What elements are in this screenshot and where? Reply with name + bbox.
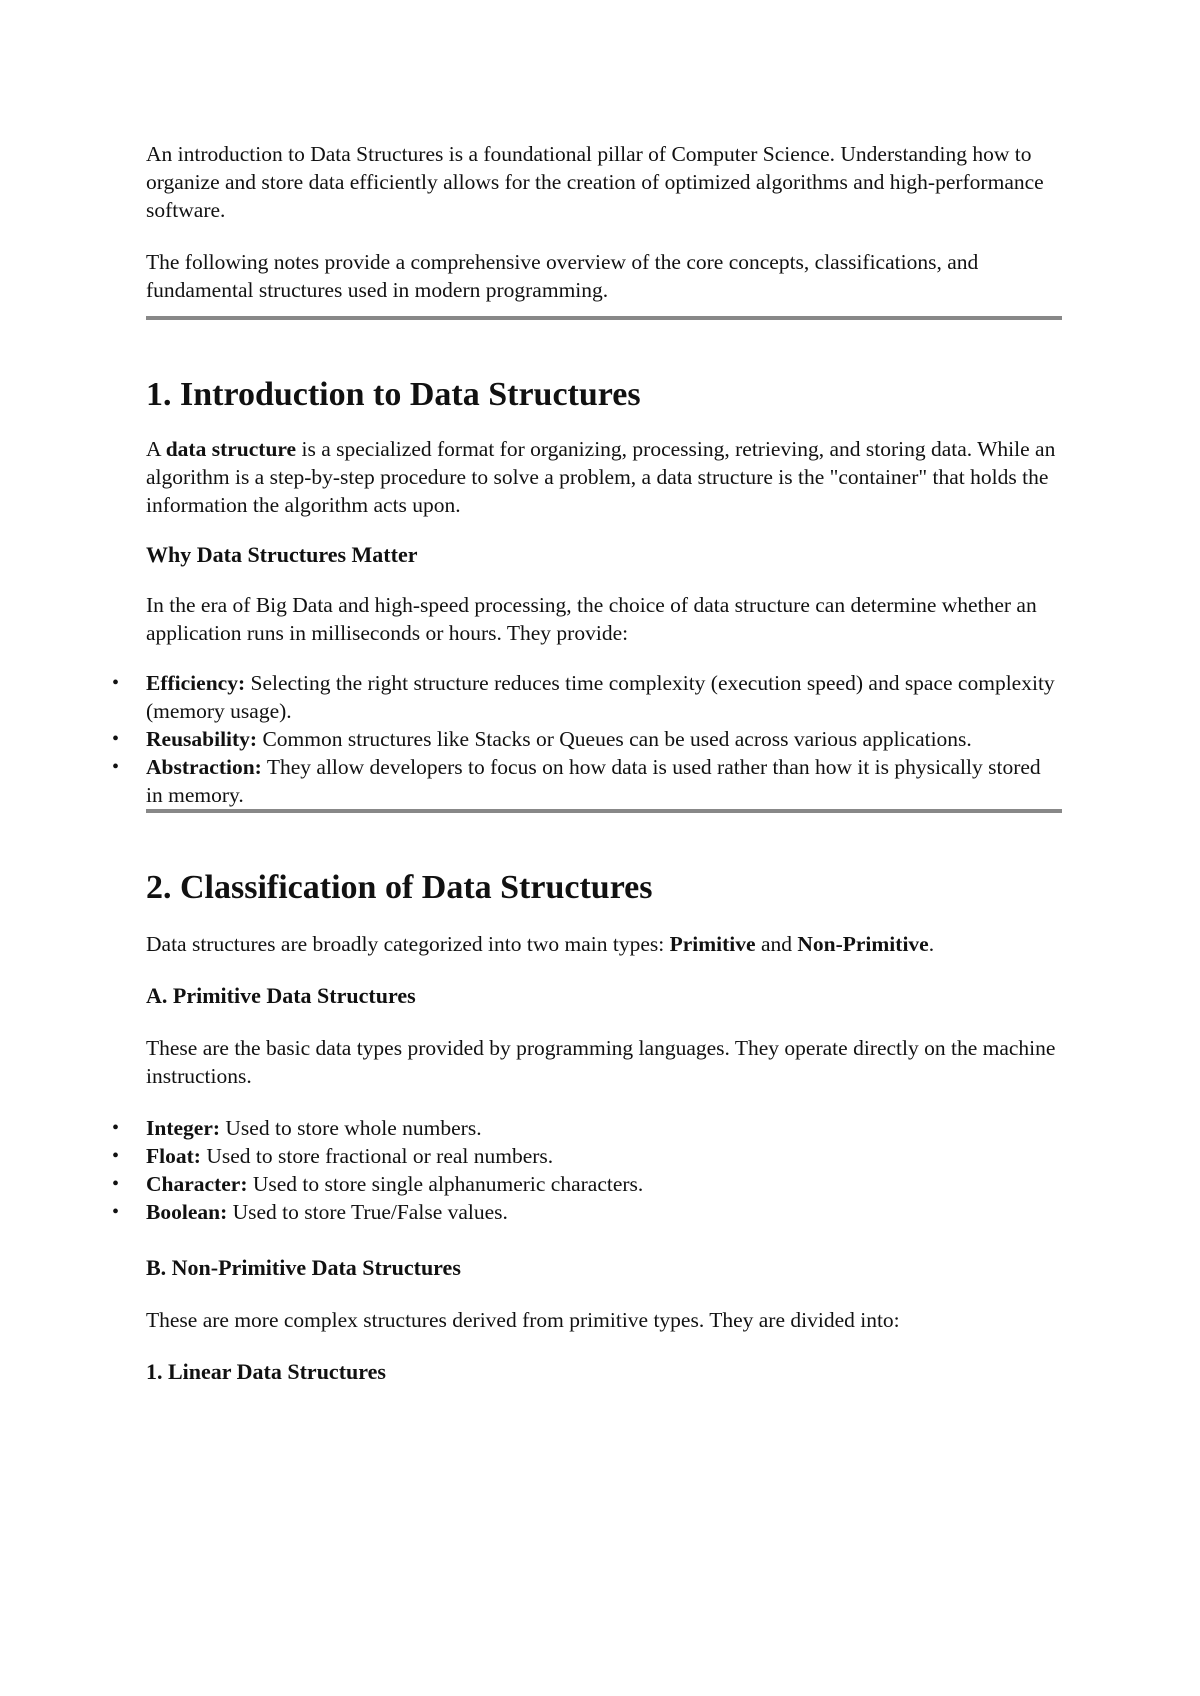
list-item: • Float: Used to store fractional or real numbers. xyxy=(112,1144,554,1168)
classification-intro: Data structures are broadly categorized into two main types: Primitive and Non-Primitive. xyxy=(146,932,935,956)
non-primitive-paragraph: These are more complex structures derived from primitive types. They are divided into: xyxy=(146,1308,900,1332)
subheading-linear: 1. Linear Data Structures xyxy=(146,1359,386,1384)
list-item: • Integer: Used to store whole numbers. xyxy=(112,1116,482,1140)
primitive-types-list xyxy=(112,1114,1062,1226)
section-heading-classification: 2. Classification of Data Structures xyxy=(146,869,653,906)
bullet-icon: • xyxy=(112,1145,120,1167)
section-divider xyxy=(146,316,1062,320)
list-item: • Efficiency: Selecting the right structure reduces time complexity (execution speed) and space complexity (memory usage). xyxy=(112,671,1055,723)
bullet-icon: • xyxy=(112,728,120,750)
subheading-primitive: A. Primitive Data Structures xyxy=(146,983,416,1008)
section-divider xyxy=(146,809,1062,813)
bullet-icon: • xyxy=(112,1201,120,1223)
list-item: • Reusability: Common structures like Stacks or Queues can be used across various applications. xyxy=(112,727,972,751)
definition-paragraph: A data structure is a specialized format for organizing, processing, retrieving, and storing data. While an algorithm is a step-by-step procedure to solve a problem, a data structure is the "container" that holds the information the algorithm acts upon. xyxy=(146,437,1056,517)
subheading-non-primitive: B. Non-Primitive Data Structures xyxy=(146,1255,461,1280)
primitive-paragraph: These are the basic data types provided by programming languages. They operate directly on the machine instructions. xyxy=(146,1036,1056,1088)
list-item: • Boolean: Used to store True/False values. xyxy=(112,1200,508,1224)
bullet-icon: • xyxy=(112,672,120,694)
benefits-list xyxy=(112,669,1062,809)
list-item: • Character: Used to store single alphanumeric characters. xyxy=(112,1172,644,1196)
bullet-icon: • xyxy=(112,756,120,778)
bullet-icon: • xyxy=(112,1173,120,1195)
list-item: • Abstraction: They allow developers to focus on how data is used rather than how it is physically stored in memory. xyxy=(112,755,1041,807)
document-page xyxy=(112,140,1062,1386)
intro-overview-paragraph: The following notes provide a comprehensive overview of the core concepts, classifications, and fundamental structures used in modern programming. xyxy=(146,250,979,302)
section-heading-introduction: 1. Introduction to Data Structures xyxy=(146,376,641,413)
definition-term: data structure xyxy=(165,437,297,461)
bullet-icon: • xyxy=(112,1117,120,1139)
subheading-why-matter: Why Data Structures Matter xyxy=(146,542,418,567)
intro-paragraph: An introduction to Data Structures is a foundational pillar of Computer Science. Understanding how to organize and store data efficiently allows for the creation of optimized algorithms and high-performance software. xyxy=(146,142,1044,222)
why-matter-paragraph: In the era of Big Data and high-speed processing, the choice of data structure can determine whether an application runs in milliseconds or hours. They provide: xyxy=(146,593,1037,645)
